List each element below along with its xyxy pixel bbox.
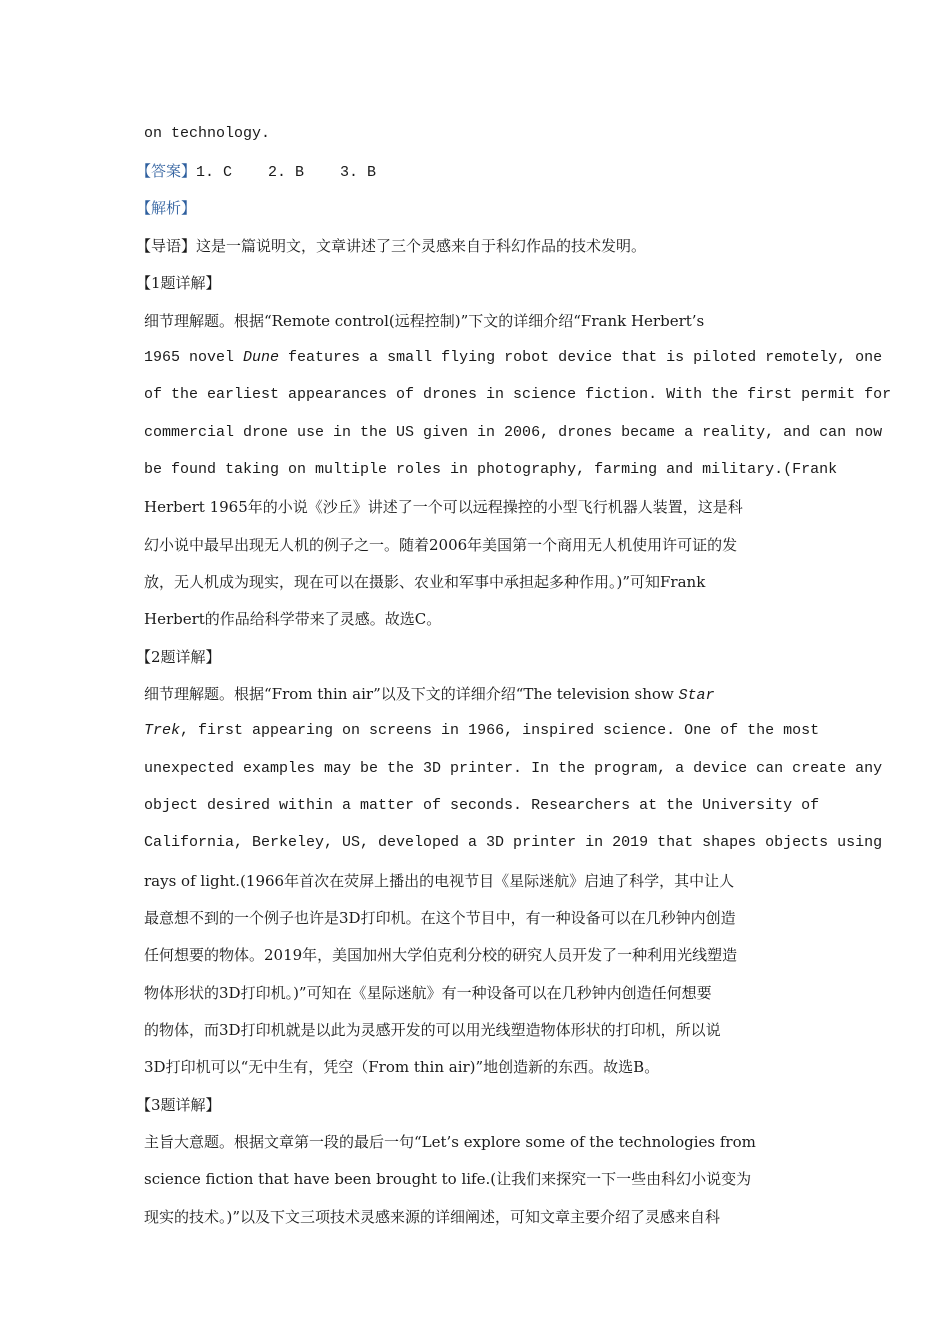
italic-title: Star xyxy=(678,687,715,704)
text-span: 的物体，而3D打印机就是以此为灵感开发的可以用光线塑造物体形状的打印机，所以说 xyxy=(144,1021,721,1039)
text-line xyxy=(144,497,824,517)
text-line xyxy=(144,1020,824,1040)
text-line xyxy=(144,908,824,928)
text-span: rays of light.(1966年首次在荧屏上播出的电视节目《星际迷航》启迪了科学，其中让人 xyxy=(144,872,735,890)
text-span: 3D打印机可以“无中生有，凭空（From thin air)”地创造新的东西。故选B。 xyxy=(144,1058,660,1076)
text-span: 1965 novel xyxy=(144,349,244,366)
text-span: 【解析】 xyxy=(136,199,197,217)
text-span: object desired within a matter of seconds. Researchers at the University of xyxy=(144,797,820,814)
text-span: 【1题详解】 xyxy=(136,274,221,292)
q3-heading xyxy=(136,1095,816,1115)
text-span: 细节理解题。根据“Remote control(远程控制)”下文的详细介绍“Frank Herbert’s xyxy=(144,312,705,330)
text-line xyxy=(144,423,883,443)
text-line xyxy=(144,572,824,592)
text-line xyxy=(144,1057,824,1077)
text-line xyxy=(144,609,824,629)
text-span: 幻小说中最早出现无人机的例子之一。随着2006年美国第一个商用无人机使用许可证的发 xyxy=(144,536,738,554)
text-span: 【3题详解】 xyxy=(136,1096,221,1114)
text-line xyxy=(144,684,824,706)
text-span: , first appearing on screens in 1966, inspired science. One of the most xyxy=(180,722,820,739)
text-span: unexpected examples may be the 3D printer. In the program, a device can create any xyxy=(144,760,883,777)
text-line xyxy=(144,311,824,331)
q1-heading xyxy=(136,273,816,293)
text-line xyxy=(144,124,824,144)
italic-title: Dune xyxy=(243,349,280,366)
text-line xyxy=(144,983,824,1003)
text-line xyxy=(144,460,838,480)
text-span: commercial drone use in the US given in 2006, drones became a reality, and can now xyxy=(144,424,883,441)
text-span: be found taking on multiple roles in photography, farming and military.(Frank xyxy=(144,461,838,478)
answer-line xyxy=(136,161,824,183)
text-line xyxy=(144,721,824,741)
analysis-label xyxy=(136,198,816,218)
text-line xyxy=(144,945,824,965)
text-line xyxy=(144,796,824,816)
text-span: 主旨大意题。根据文章第一段的最后一句“Let’s explore some of the technologies from xyxy=(144,1133,756,1151)
italic-title: Trek xyxy=(144,722,181,739)
text-span: 【2题详解】 xyxy=(136,648,221,666)
answer-text: 1. C 2. B 3. B xyxy=(196,164,377,181)
text-span: 最意想不到的一个例子也许是3D打印机。在这个节目中，有一种设备可以在几秒钟内创造 xyxy=(144,909,736,927)
text-span: features a small flying robot device that is piloted remotely, one xyxy=(279,349,883,366)
text-span: California, Berkeley, US, developed a 3D printer in 2019 that shapes objects using xyxy=(144,834,883,851)
answer-label: 【答案】 xyxy=(136,162,197,180)
intro-line xyxy=(136,236,816,256)
text-line xyxy=(144,1132,824,1152)
text-line xyxy=(144,833,883,853)
text-span: 放，无人机成为现实，现在可以在摄影、农业和军事中承担起多种作用。)”可知Frank xyxy=(144,573,706,591)
text-line xyxy=(144,759,883,779)
q2-heading xyxy=(136,647,816,667)
text-line xyxy=(144,1169,824,1189)
text-span: Herbert 1965年的小说《沙丘》讲述了一个可以远程操控的小型飞行机器人装置，这是科 xyxy=(144,498,743,516)
text-span: 任何想要的物体。2019年，美国加州大学伯克利分校的研究人员开发了一种利用光线塑造 xyxy=(144,946,738,964)
text-line xyxy=(144,348,883,368)
text-line xyxy=(144,385,892,405)
text-line xyxy=(144,1207,824,1227)
text-span: on technology. xyxy=(144,125,271,142)
text-span: Herbert的作品给科学带来了灵感。故选C。 xyxy=(144,610,442,628)
text-line xyxy=(144,871,824,891)
text-line xyxy=(144,535,824,555)
text-span: 现实的技术。)”以及下文三项技术灵感来源的详细阐述，可知文章主要介绍了灵感来自科 xyxy=(144,1208,721,1226)
text-span: 细节理解题。根据“From thin air”以及下文的详细介绍“The television show xyxy=(144,685,679,703)
text-span: 【导语】这是一篇说明文，文章讲述了三个灵感来自于科幻作品的技术发明。 xyxy=(136,237,647,255)
text-span: of the earliest appearances of drones in science fiction. With the first permit for xyxy=(144,386,892,403)
text-span: science fiction that have been brought to life.(让我们来探究一下一些由科幻小说变为 xyxy=(144,1170,752,1188)
text-span: 物体形状的3D打印机。)”可知在《星际迷航》有一种设备可以在几秒钟内创造任何想要 xyxy=(144,984,712,1002)
